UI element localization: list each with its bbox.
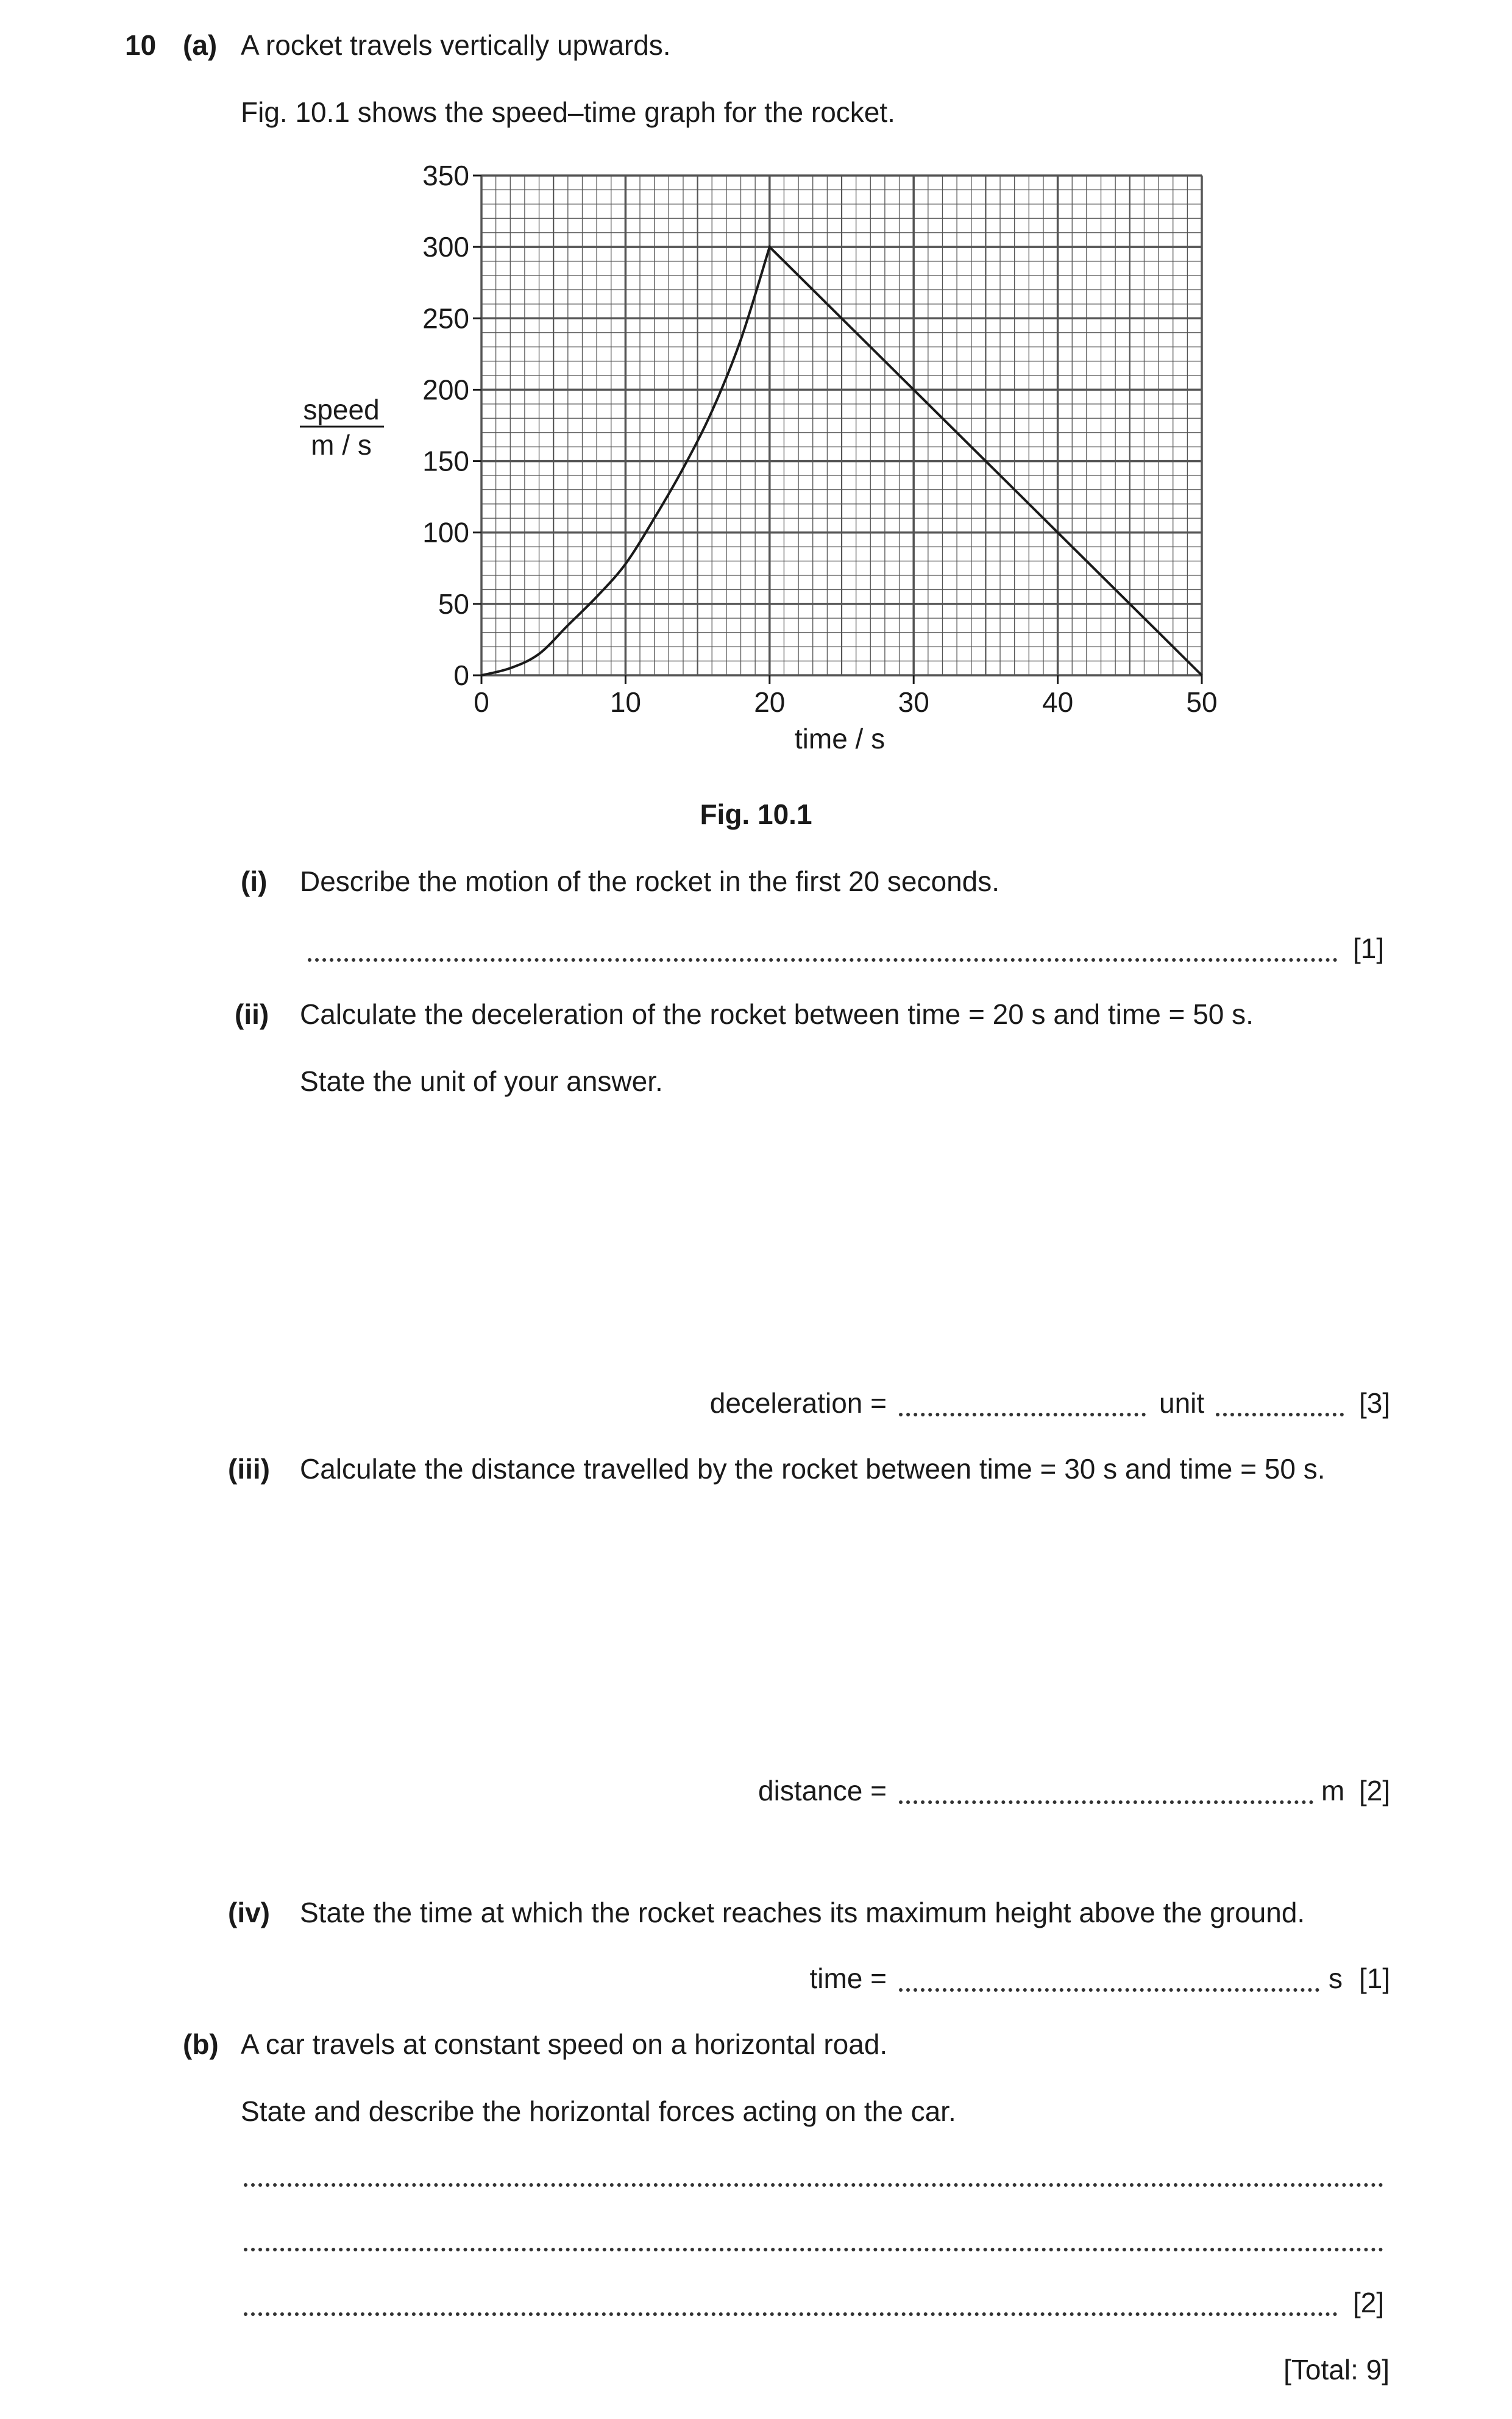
y-tick-label: 100 <box>422 516 469 549</box>
x-tick-label: 40 <box>1042 686 1074 718</box>
x-tick-label: 50 <box>1186 686 1218 718</box>
y-tick-label: 200 <box>422 374 469 406</box>
x-axis-label: time / s <box>794 723 886 755</box>
distance-answer-line[interactable] <box>899 1800 1313 1804</box>
part-iv-text: State the time at which the rocket reaches its maximum height above the ground. <box>300 1897 1305 1928</box>
time-unit: s <box>1329 1963 1343 1994</box>
y-tick-label: 250 <box>422 302 469 335</box>
part-iv-marks: [1] <box>1359 1963 1391 1994</box>
part-b-marks: [2] <box>1353 2287 1385 2318</box>
part-i-label: (i) <box>241 865 268 897</box>
part-b-answer-line-2[interactable] <box>244 2248 1383 2251</box>
figure-caption: Fig. 10.1 <box>700 798 812 830</box>
part-i-text: Describe the motion of the rocket in the first 20 seconds. <box>300 865 1000 897</box>
x-tick-label: 10 <box>609 686 641 718</box>
part-ii-text: Calculate the deceleration of the rocket between time = 20 s and time = 50 s. <box>300 998 1254 1030</box>
part-ii-text-2: State the unit of your answer. <box>300 1065 663 1097</box>
part-i-marks: [1] <box>1353 932 1385 964</box>
y-axis-label-bottom: m / s <box>311 429 372 461</box>
y-tick-labels <box>422 160 469 691</box>
part-a-text: A rocket travels vertically upwards. <box>241 29 671 61</box>
part-b-text: A car travels at constant speed on a horizontal road. <box>241 2028 888 2060</box>
time-label: time = <box>809 1963 887 1994</box>
part-b-answer-line-3[interactable] <box>244 2312 1338 2316</box>
y-tick-label: 50 <box>438 588 469 620</box>
y-tick-label: 300 <box>422 231 469 263</box>
deceleration-unit-answer-line[interactable] <box>1216 1413 1344 1416</box>
part-b-answer-line-1[interactable] <box>244 2183 1383 2187</box>
distance-label: distance = <box>758 1775 887 1806</box>
speed-time-graph <box>0 0 1512 792</box>
part-iii-text: Calculate the distance travelled by the rocket between time = 30 s and time = 50 s. <box>300 1453 1326 1485</box>
figure-intro: Fig. 10.1 shows the speed–time graph for the rocket. <box>241 96 895 128</box>
y-tick-label: 350 <box>422 160 469 191</box>
y-tick-label: 0 <box>453 659 469 691</box>
part-a-label: (a) <box>183 29 218 61</box>
x-tick-label: 30 <box>898 686 929 718</box>
y-tick-label: 150 <box>422 445 469 477</box>
part-ii-label: (ii) <box>235 998 269 1030</box>
total-marks: [Total: 9] <box>1283 2354 1390 2385</box>
deceleration-answer-line[interactable] <box>899 1413 1146 1416</box>
x-tick-labels <box>474 686 1217 718</box>
x-tick-label: 20 <box>754 686 786 718</box>
part-i-answer-line[interactable] <box>308 958 1338 962</box>
y-axis-label-top: speed <box>303 394 380 425</box>
deceleration-label: deceleration = <box>709 1387 887 1419</box>
question-number: 10 <box>125 29 157 61</box>
part-iv-label: (iv) <box>228 1897 270 1928</box>
deceleration-unit-label: unit <box>1159 1387 1205 1419</box>
distance-unit: m <box>1321 1775 1345 1806</box>
grid-minor <box>481 176 1202 675</box>
part-iii-label: (iii) <box>228 1453 270 1485</box>
part-b-text-2: State and describe the horizontal forces acting on the car. <box>241 2095 956 2127</box>
time-answer-line[interactable] <box>899 1988 1319 1992</box>
part-b-label: (b) <box>183 2028 219 2060</box>
part-iii-marks: [2] <box>1359 1775 1391 1806</box>
part-ii-marks: [3] <box>1359 1387 1391 1419</box>
x-tick-label: 0 <box>474 686 489 718</box>
